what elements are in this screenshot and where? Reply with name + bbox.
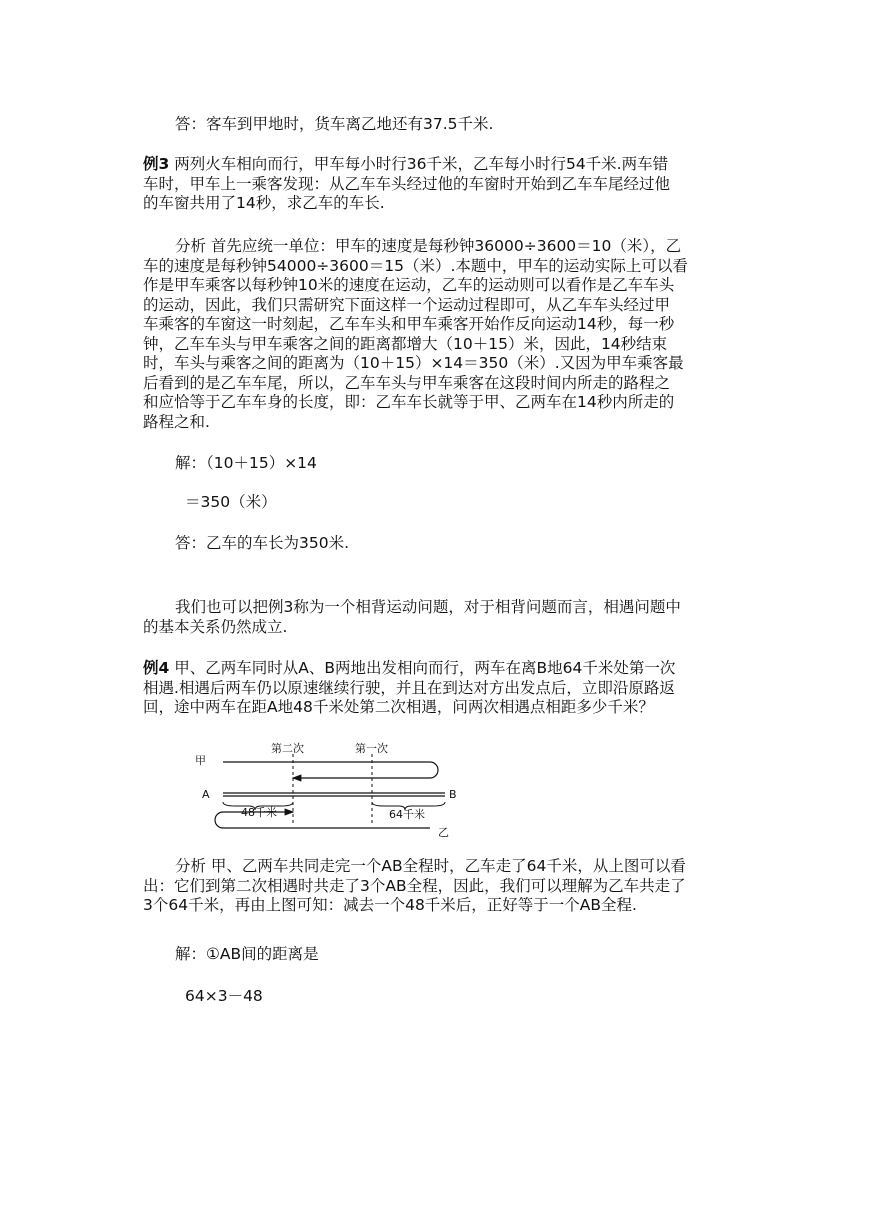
meeting-diagram xyxy=(195,738,475,838)
example-4-text-line: 相遇.相遇后两车仍以原速继续行驶，并且在到达对方出发点后，立即沿原路返 xyxy=(143,678,675,697)
example-4-text-line: 甲、乙两车同时从A、B两地出发相向而行，两车在离B地64千米处第一次 xyxy=(174,659,676,677)
analysis-line: 和应恰等于乙车车身的长度，即：乙车车长就等于甲、乙两车在14秒内所走的 xyxy=(143,393,675,411)
analysis-line: 钟，乙车车头与甲车乘客之间的距离都增大（10＋15）米，因此，14秒结束 xyxy=(143,334,668,353)
analysis-line: 路程之和. xyxy=(143,412,210,431)
example-3-answer: 答：乙车的车长为350米. xyxy=(175,534,350,552)
remark-line: 的基本关系仍然成立. xyxy=(143,617,288,636)
analysis-line: 车乘客的车窗这一时刻起，乙车车头和甲车乘客开始作反向运动14秒，每一秒 xyxy=(143,315,675,333)
remark-line: 我们也可以把例3称为一个相背运动问题，对于相背问题而言，相遇问题中 xyxy=(175,598,681,616)
a-label: A xyxy=(202,788,210,801)
analysis-line: 后看到的是乙车车尾，所以，乙车车头与甲车乘客在这段时间内所走的路程之 xyxy=(143,373,671,392)
jia-route-path xyxy=(223,762,438,778)
yi-label: 乙 xyxy=(438,826,449,838)
analysis-line: 的运动，因此，我们只需研究下面这样一个运动过程即可，从乙车车头经过甲 xyxy=(143,295,671,314)
example-4-analysis xyxy=(143,857,743,916)
example-4-formula: 64×3－48 xyxy=(185,987,263,1005)
analysis-line: 车的速度是每秒钟54000÷3600＝15（米）.本题中，甲车的运动实际上可以看 xyxy=(143,256,688,275)
b-label: B xyxy=(449,788,457,801)
analysis-line: 作是甲车乘客以每秒钟10米的速度在运动，乙车的运动则可以看作是乙车车头 xyxy=(143,276,675,294)
jia-label: 甲 xyxy=(195,754,206,767)
analysis-line: 分析 甲、乙两车共同走完一个AB全程时，乙车走了64千米，从上图可以看 xyxy=(175,857,686,875)
first-meeting-label: 第一次 xyxy=(355,742,388,755)
distance-48-label: 48千米 xyxy=(241,806,277,819)
remark-paragraph xyxy=(143,598,743,637)
analysis-line: 分析 首先应统一单位：甲车的速度是每秒钟36000÷3600＝10（米），乙 xyxy=(175,237,682,255)
example-3-solution: 解：（10＋15）×14 xyxy=(175,454,317,472)
example-3-analysis xyxy=(143,237,743,432)
example-3-problem xyxy=(143,155,743,214)
example-3-text-line: 两列火车相向而行，甲车每小时行36千米，乙车每小时行54千米.两车错 xyxy=(174,155,669,173)
example-3-result: ＝350（米） xyxy=(185,493,277,511)
example-4-solution: 解：①AB间的距离是 xyxy=(175,945,319,963)
analysis-line: 时，车头与乘客之间的距离为（10＋15）×14＝350（米）.又因为甲车乘客最 xyxy=(143,354,684,372)
analysis-line: 出：它们到第二次相遇时共走了3个AB全程，因此，我们可以理解为乙车共走了 xyxy=(143,876,686,895)
second-meeting-label: 第二次 xyxy=(271,742,304,755)
distance-64-label: 64千米 xyxy=(389,808,425,821)
example-4-label: 例4 xyxy=(143,659,170,677)
previous-answer: 答：客车到甲地时，货车离乙地还有37.5千米. xyxy=(175,115,494,133)
example-3-label: 例3 xyxy=(143,155,170,173)
example-3-text-line: 车时，甲车上一乘客发现：从乙车车头经过他的车窗时开始到乙车车尾经过他 xyxy=(143,174,671,193)
example-4-text-line: 回，途中两车在距A地48千米处第二次相遇，问两次相遇点相距多少千米？ xyxy=(143,698,654,716)
example-4-problem xyxy=(143,659,743,718)
analysis-line: 3个64千米，再由上图可知：减去一个48千米后，正好等于一个AB全程. xyxy=(143,896,637,914)
example-3-text-line: 的车窗共用了14秒，求乙车的车长. xyxy=(143,194,385,212)
